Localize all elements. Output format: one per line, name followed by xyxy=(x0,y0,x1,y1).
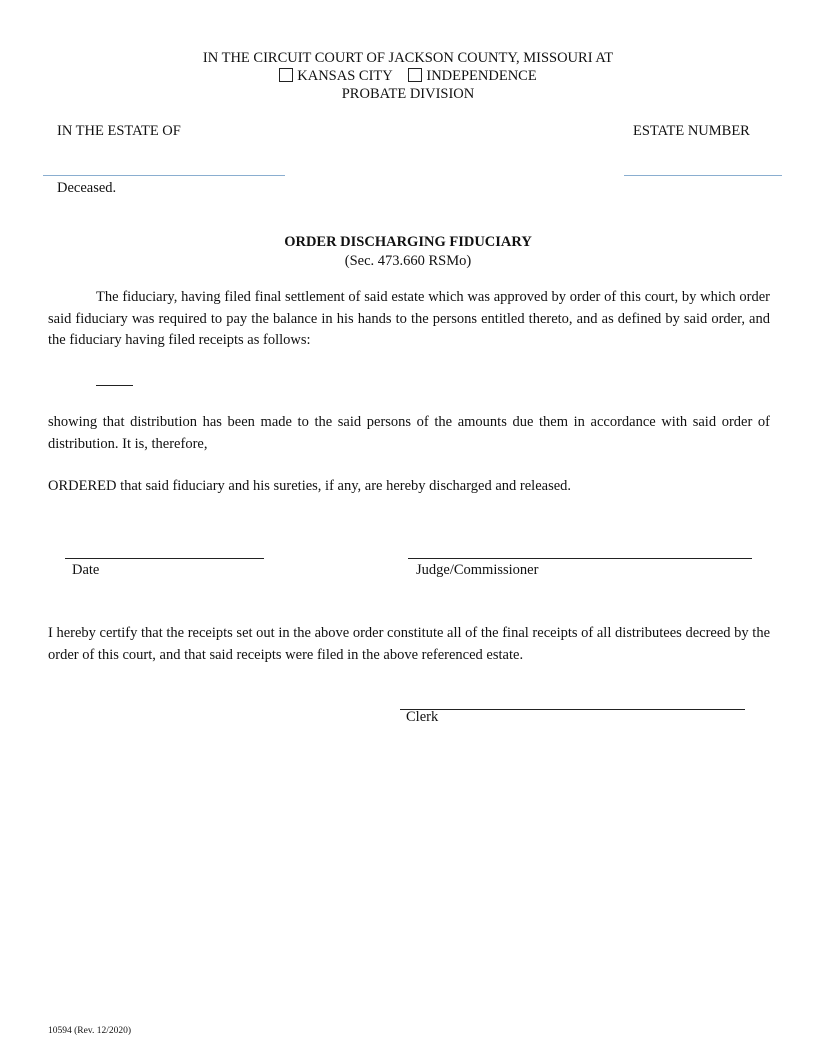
distribution-paragraph: showing that distribution has been made to the said persons of the amounts due them in accordance with said order of distribution. It is, therefore, xyxy=(48,414,770,452)
estate-of-label: IN THE ESTATE OF xyxy=(57,123,181,139)
clerk-label: Clerk xyxy=(406,709,439,725)
ordered-paragraph: ORDERED that said fiduciary and his sureties, if any, are hereby discharged and released. xyxy=(48,478,572,494)
kansas-city-label: KANSAS CITY xyxy=(297,68,393,84)
kansas-city-checkbox[interactable] xyxy=(279,68,293,82)
division-label: PROBATE DIVISION xyxy=(341,86,475,102)
independence-label: INDEPENDENCE xyxy=(426,68,537,84)
statute-reference: (Sec. 473.660 RSMo) xyxy=(344,253,472,269)
clerk-signature-line[interactable] xyxy=(400,709,745,710)
court-line: IN THE CIRCUIT COURT OF JACKSON COUNTY, MISSOURI AT xyxy=(202,50,614,66)
estate-number-field[interactable] xyxy=(624,175,782,176)
estate-name-field[interactable] xyxy=(43,175,285,176)
document-title: ORDER DISCHARGING FIDUCIARY xyxy=(284,234,532,250)
court-header xyxy=(0,50,816,103)
independence-option[interactable] xyxy=(408,68,536,85)
judge-signature-line[interactable] xyxy=(408,558,752,559)
estate-number-label: ESTATE NUMBER xyxy=(633,123,750,139)
settlement-paragraph: The fiduciary, having filed final settlement of said estate which was approved by order of this court, by which order said fiduciary was required to pay the balance in his hands to the persons entitled thereto, and as defined by said order, and the fiduciary having filed receipts as follows: xyxy=(48,289,770,348)
certification-paragraph: I hereby certify that the receipts set out in the above order constitute all of the final receipts of all distributees decreed by the order of this court, and that said receipts were filed in the above referenced estate. xyxy=(48,625,770,663)
date-signature-line[interactable] xyxy=(65,558,264,559)
judge-label: Judge/Commissioner xyxy=(416,562,539,578)
location-options xyxy=(0,68,816,85)
receipts-field[interactable] xyxy=(96,385,133,386)
kansas-city-option[interactable] xyxy=(279,68,392,85)
form-number: 10594 (Rev. 12/2020) xyxy=(48,1026,132,1036)
deceased-label: Deceased. xyxy=(57,180,117,196)
independence-checkbox[interactable] xyxy=(408,68,422,82)
date-label: Date xyxy=(72,562,100,578)
